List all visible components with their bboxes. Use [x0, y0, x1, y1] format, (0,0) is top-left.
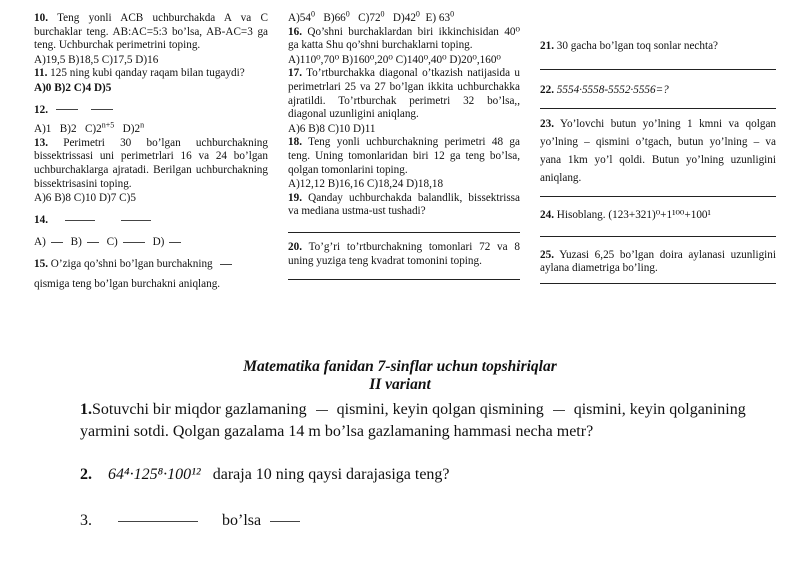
answer-line [288, 231, 520, 233]
answer-b: B)66 [323, 12, 346, 24]
question-text: qismini, keyin qolganining yarmini sotdi. Qolgan gazalama 14 m bo’lsa gazlamaning hammasi necha metr? [80, 401, 746, 440]
answer-e: E) 63 [425, 12, 451, 24]
question-number: 1. [80, 401, 92, 418]
answers-top: $A)54^0$ $B)66^0$ $C)72^0$ $D)42^0$ E) $63^0$ [288, 9, 455, 24]
answer-b: B) [70, 236, 82, 249]
answers-13: A)6 B)8 C)10 D)7 C)5 [34, 192, 136, 205]
question-number: 2. [80, 466, 92, 483]
fraction-line [316, 410, 328, 411]
answer-c-exponent: n+5 [101, 120, 115, 130]
question-number: 24. [540, 209, 554, 222]
fraction-line [220, 264, 232, 265]
fraction-line [118, 521, 198, 522]
variant-question-2 [80, 464, 760, 486]
answer-d: D) [152, 236, 165, 249]
answers-10: A)19,5 B)18,5 C)17,5 D)16 [34, 53, 159, 66]
question-number: 10. [34, 12, 48, 24]
question-number: 25. [540, 248, 554, 261]
question-text: Sotuvchi bir miqdor gazlamaning [92, 401, 307, 418]
question-23 [540, 115, 776, 187]
question-text: O’ziga qo’shni bo’lgan burchakning [50, 257, 213, 270]
answers-14 [34, 236, 268, 250]
question-15 [34, 258, 268, 272]
question-text: Yuzasi 6,25 bo’lgan doira aylanasi uzunligini aylana diametriga bo’ling. [540, 248, 776, 275]
question-number: 19. [288, 191, 302, 204]
question-text: Teng yonli ACB uchburchakda A va C burchaklar teng. AB:AC=5:3 bo’lsa, AB-AC=3 ga teng. Uchburchak perimetrini toping. [34, 12, 268, 52]
column-2 [288, 9, 520, 288]
question-19 [288, 192, 520, 219]
question-number: 21. [540, 40, 554, 52]
variant-question-1 [80, 399, 760, 443]
answer-a: A) [34, 236, 46, 249]
fraction-line [553, 410, 565, 411]
question-text: Qo’shni burchaklardan biri ikkinchisidan 40⁰ ga katta Shu qo’shni burchaklarni toping. [288, 25, 520, 52]
question-text: 30 gacha bo’lgan toq sonlar nechta? [556, 40, 719, 52]
answers-11: A)0 B)2 C)4 D)5 [34, 81, 112, 94]
question-number: 13. [34, 136, 48, 149]
question-11 [34, 67, 268, 81]
question-number: 23. [540, 118, 554, 131]
answer-line [540, 235, 776, 237]
question-13 [34, 137, 268, 191]
question-number: 17. [288, 67, 302, 80]
question-number: 11. [34, 67, 48, 80]
answers-12 [34, 120, 268, 137]
fraction-line [65, 220, 95, 221]
column-1 [34, 12, 268, 291]
answer-line [540, 195, 776, 197]
fraction-line [270, 521, 300, 522]
variant-title: II variant [369, 376, 431, 393]
question-number: 18. [288, 136, 302, 149]
question-number: 16. [288, 25, 302, 38]
answers-17: A)6 B)8 C)10 D)11 [288, 122, 376, 135]
question-25 [540, 249, 776, 276]
question-text: qismiga teng bo’lgan burchakni aniqlang. [34, 277, 221, 290]
answer-line [540, 68, 776, 70]
answer-line [540, 282, 776, 284]
question-text: qismini, keyin qolgan qismining [336, 401, 544, 418]
question-text: daraja 10 ning qaysi darajasiga teng? [212, 466, 450, 483]
expression: 64⁴·125⁸·100¹² [108, 466, 201, 483]
question-16 [288, 26, 520, 53]
answer-b: B)2 [59, 123, 77, 136]
answer-line [540, 107, 776, 109]
fraction-line [56, 109, 78, 110]
question-text: Perimetri 30 bo’lgan uchburchakning bissektrissasi uni perimetrlari 16 va 24 bo’lgan uchburchaklarga ajratadi. Berilgan uchburchakning bissektrisasini toping. [34, 136, 268, 190]
question-18 [288, 136, 520, 177]
answer-c: C) [106, 236, 118, 249]
question-number: 12. [34, 103, 48, 116]
answer-c: C)72 [358, 12, 381, 24]
question-text: bo’lsa [222, 512, 262, 529]
column-3 [540, 40, 776, 292]
answers-18: A)12,12 B)16,16 C)18,24 D)18,18 [288, 178, 444, 191]
question-text: To’rtburchakka diagonal o’tkazish natijasida u perimetrlari 25 va 27 bo’lgan ikkita uchburchakka ajratildi. To’rtburchak perimetri 32 bo’lsa,, diagonal uzunligini aniqlang. [288, 67, 520, 121]
question-text: 125 ning kubi qanday raqam bilan tugaydi? [50, 67, 245, 80]
question-label: Hisoblang. [556, 209, 606, 222]
page-title: Matematika fanidan 7-sinflar uchun topshiriqlar [243, 358, 557, 375]
question-text: To’g’ri to’rtburchakning tomonlari 72 va 8 uning yuziga teng kvadrat tomonini toping. [288, 240, 520, 267]
question-number: 3. [80, 512, 92, 529]
question-21 [540, 40, 776, 54]
question-number: 22. [540, 83, 554, 96]
answer-d: D)2 [122, 123, 141, 136]
question-text: Qanday uchburchakda balandlik, bissektrissa va mediana ustma-ust tushadi? [288, 191, 520, 218]
answers-16: A)110⁰,70⁰ B)160⁰,20⁰ C)140⁰,40⁰ D)20⁰,160⁰ [288, 53, 501, 66]
question-number: 15. [34, 257, 48, 270]
question-number: 20. [288, 240, 302, 253]
question-text: 5554·5558-5552·5556=? [556, 83, 669, 96]
question-10 [34, 12, 268, 53]
question-24 [540, 209, 776, 223]
question-20 [288, 241, 520, 268]
fraction-line [91, 109, 113, 110]
answer-d-exponent: n [140, 120, 145, 130]
question-17 [288, 67, 520, 121]
expression: (123+321)⁰+1¹⁰⁰+100¹ [608, 209, 711, 222]
answer-a: A)1 [34, 123, 52, 136]
variant-question-3 [80, 510, 760, 532]
question-text: Teng yonli uchburchakning perimetri 48 ga teng. Uning tomonlaridan biri 12 ga teng bo’lsa, qolgan tomonlarini toping. [288, 136, 520, 176]
answer-line [288, 278, 520, 280]
question-22 [540, 84, 776, 98]
question-12 [34, 104, 268, 118]
question-14 [34, 214, 268, 228]
answer-d: D)42 [392, 12, 416, 24]
question-text: Yo’lovchi butun yo’lning 1 kmni va qolgan yo’lning – qismini o’tgach, butun yo’lning – va yana 1km yo’l qoldi. Butun yo’lning uzunligini aniqlang. [540, 118, 776, 185]
answer-c: C)2 [84, 123, 102, 136]
question-number: 14. [34, 213, 48, 226]
fraction-line [121, 220, 151, 221]
answer-a: A)54 [288, 12, 311, 24]
